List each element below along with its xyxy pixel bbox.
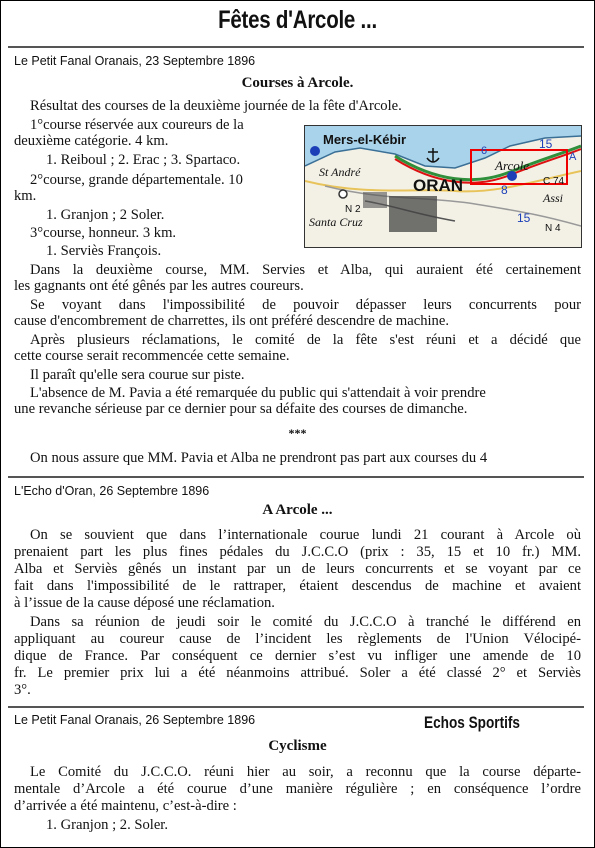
text-line: deuxième catégorie. 4 km. [14,133,169,149]
text-line: On nous assure que MM. Pavia et Alba ne prendront pas part aux courses du 4 [30,450,488,466]
map-label: Arcole [495,158,530,173]
map-label: ORAN [413,176,464,195]
text-line: Résultat des courses de la deuxième journée de la fête d'Arcole. [30,98,402,114]
divider [8,476,584,478]
text-line: Dans sa réunion de jeudi soir le comité du J.C.C.O à tranché le différend en [30,614,581,630]
article1-source: Le Petit Fanal Oranais, 23 Septembre 1896 [14,54,256,68]
article2-source: L'Echo d'Oran, 26 Septembre 1896 [14,484,210,498]
text-line: 3°course, honneur. 3 km. [30,225,177,241]
map-label: C 74 [543,176,565,187]
text-line: cause d'encombrement de charrettes, ils ont préféré descendre de machine. [14,313,449,329]
divider [8,706,584,708]
map-label: 8 [501,183,508,197]
page-title: Fêtes d'Arcole ... [218,6,377,34]
text-line: d’arrivée a été maintenu, c’est-à-dire : [14,798,237,814]
article1-heading: Courses à Arcole. [241,75,354,91]
text-line: 3°. [14,682,31,698]
text-line: 1. Reiboul ; 2. Erac ; 3. Spartaco. [46,152,241,168]
map-label: St André [319,165,361,179]
text-line: mentale d’Arcole a été courue d’une manière régulière ; en conséquence l’ordre [14,781,581,797]
text-line: 1. Granjon ; 2. Soler. [46,817,169,833]
article2-heading: A Arcole ... [262,502,333,518]
text-line: fait dans l'impossibilité de le rattraper, étaient descendus de machine et avaient [14,578,581,594]
map-label: Mers-el-Kébir [323,132,407,147]
text-line: Le Comité du J.C.C.O. réuni hier au soir, a reconnu que la course départe- [30,764,581,780]
text-line: cette course serait recommencée cette semaine. [14,348,290,364]
map-label: N 4 [545,223,561,234]
article3-heading: Cyclisme [268,738,327,754]
text-line: km. [14,188,37,204]
text-line: appliquant au coureur cause de l’incident les règlements de l'Union Vélocipé- [14,631,581,647]
text-line: une revanche sérieuse par ce dernier pour sa défaite des courses de dimanche. [14,401,468,417]
text-line: Il paraît qu'elle sera courue sur piste. [30,367,245,383]
map-label: Santa Cruz [309,215,363,229]
text-line: Dans la deuxième course, MM. Servies et Alba, qui auraient été certainement [30,262,581,278]
text-line: fr. Le premier prix lui a été néanmoins attribué. Soler a été classé 2° et Serviès [14,665,581,681]
text-line: 1°course réservée aux coureurs de la [30,117,244,133]
text-line: à l’issue de la cause déposé une réclamation. [14,595,275,611]
text-line: On se souvient que dans l’internationale courue lundi 21 courant à Arcole où [30,527,581,543]
section-label: Echos Sportifs [424,713,520,732]
map-label: 15 [539,137,553,151]
text-line: prenaient part les plus fines pédales du J.C.C.O (prix : 35, 15 et 10 fr.) MM. [14,544,581,560]
map-label: A [569,151,577,163]
article3-source: Le Petit Fanal Oranais, 26 Septembre 1896 [14,713,256,727]
text-line: Après plusieurs réclamations, le comité de la fête s'est réuni et a décidé que [30,332,581,348]
map-image [304,125,582,248]
text-line: 2°course, grande départementale. 10 [30,172,243,188]
text-line: 1. Granjon ; 2 Soler. [46,207,165,223]
text-line: 1. Serviès François. [46,243,162,259]
text-line: Alba et Serviès gênés un instant par un de leurs concurrents et se voyant par ce [14,561,581,577]
divider [8,46,584,48]
map-label: N 2 [345,204,361,215]
text-line: Se voyant dans l'impossibilité de pouvoir dépasser leurs concurrents pour [30,297,581,313]
text-line: L'absence de M. Pavia a été remarquée du public qui s'attendait à voir prendre [30,385,486,401]
map-label: 6 [481,145,488,157]
text-line: les gagnants ont été gênés par les autres coureurs. [14,278,304,294]
map-label: Assi [543,191,564,205]
map-label: 15 [517,211,531,225]
separator: *** [288,426,307,440]
text-line: dique de France. Par conséquent ce dernier s’est vu infliger une amende de 10 [14,648,581,664]
